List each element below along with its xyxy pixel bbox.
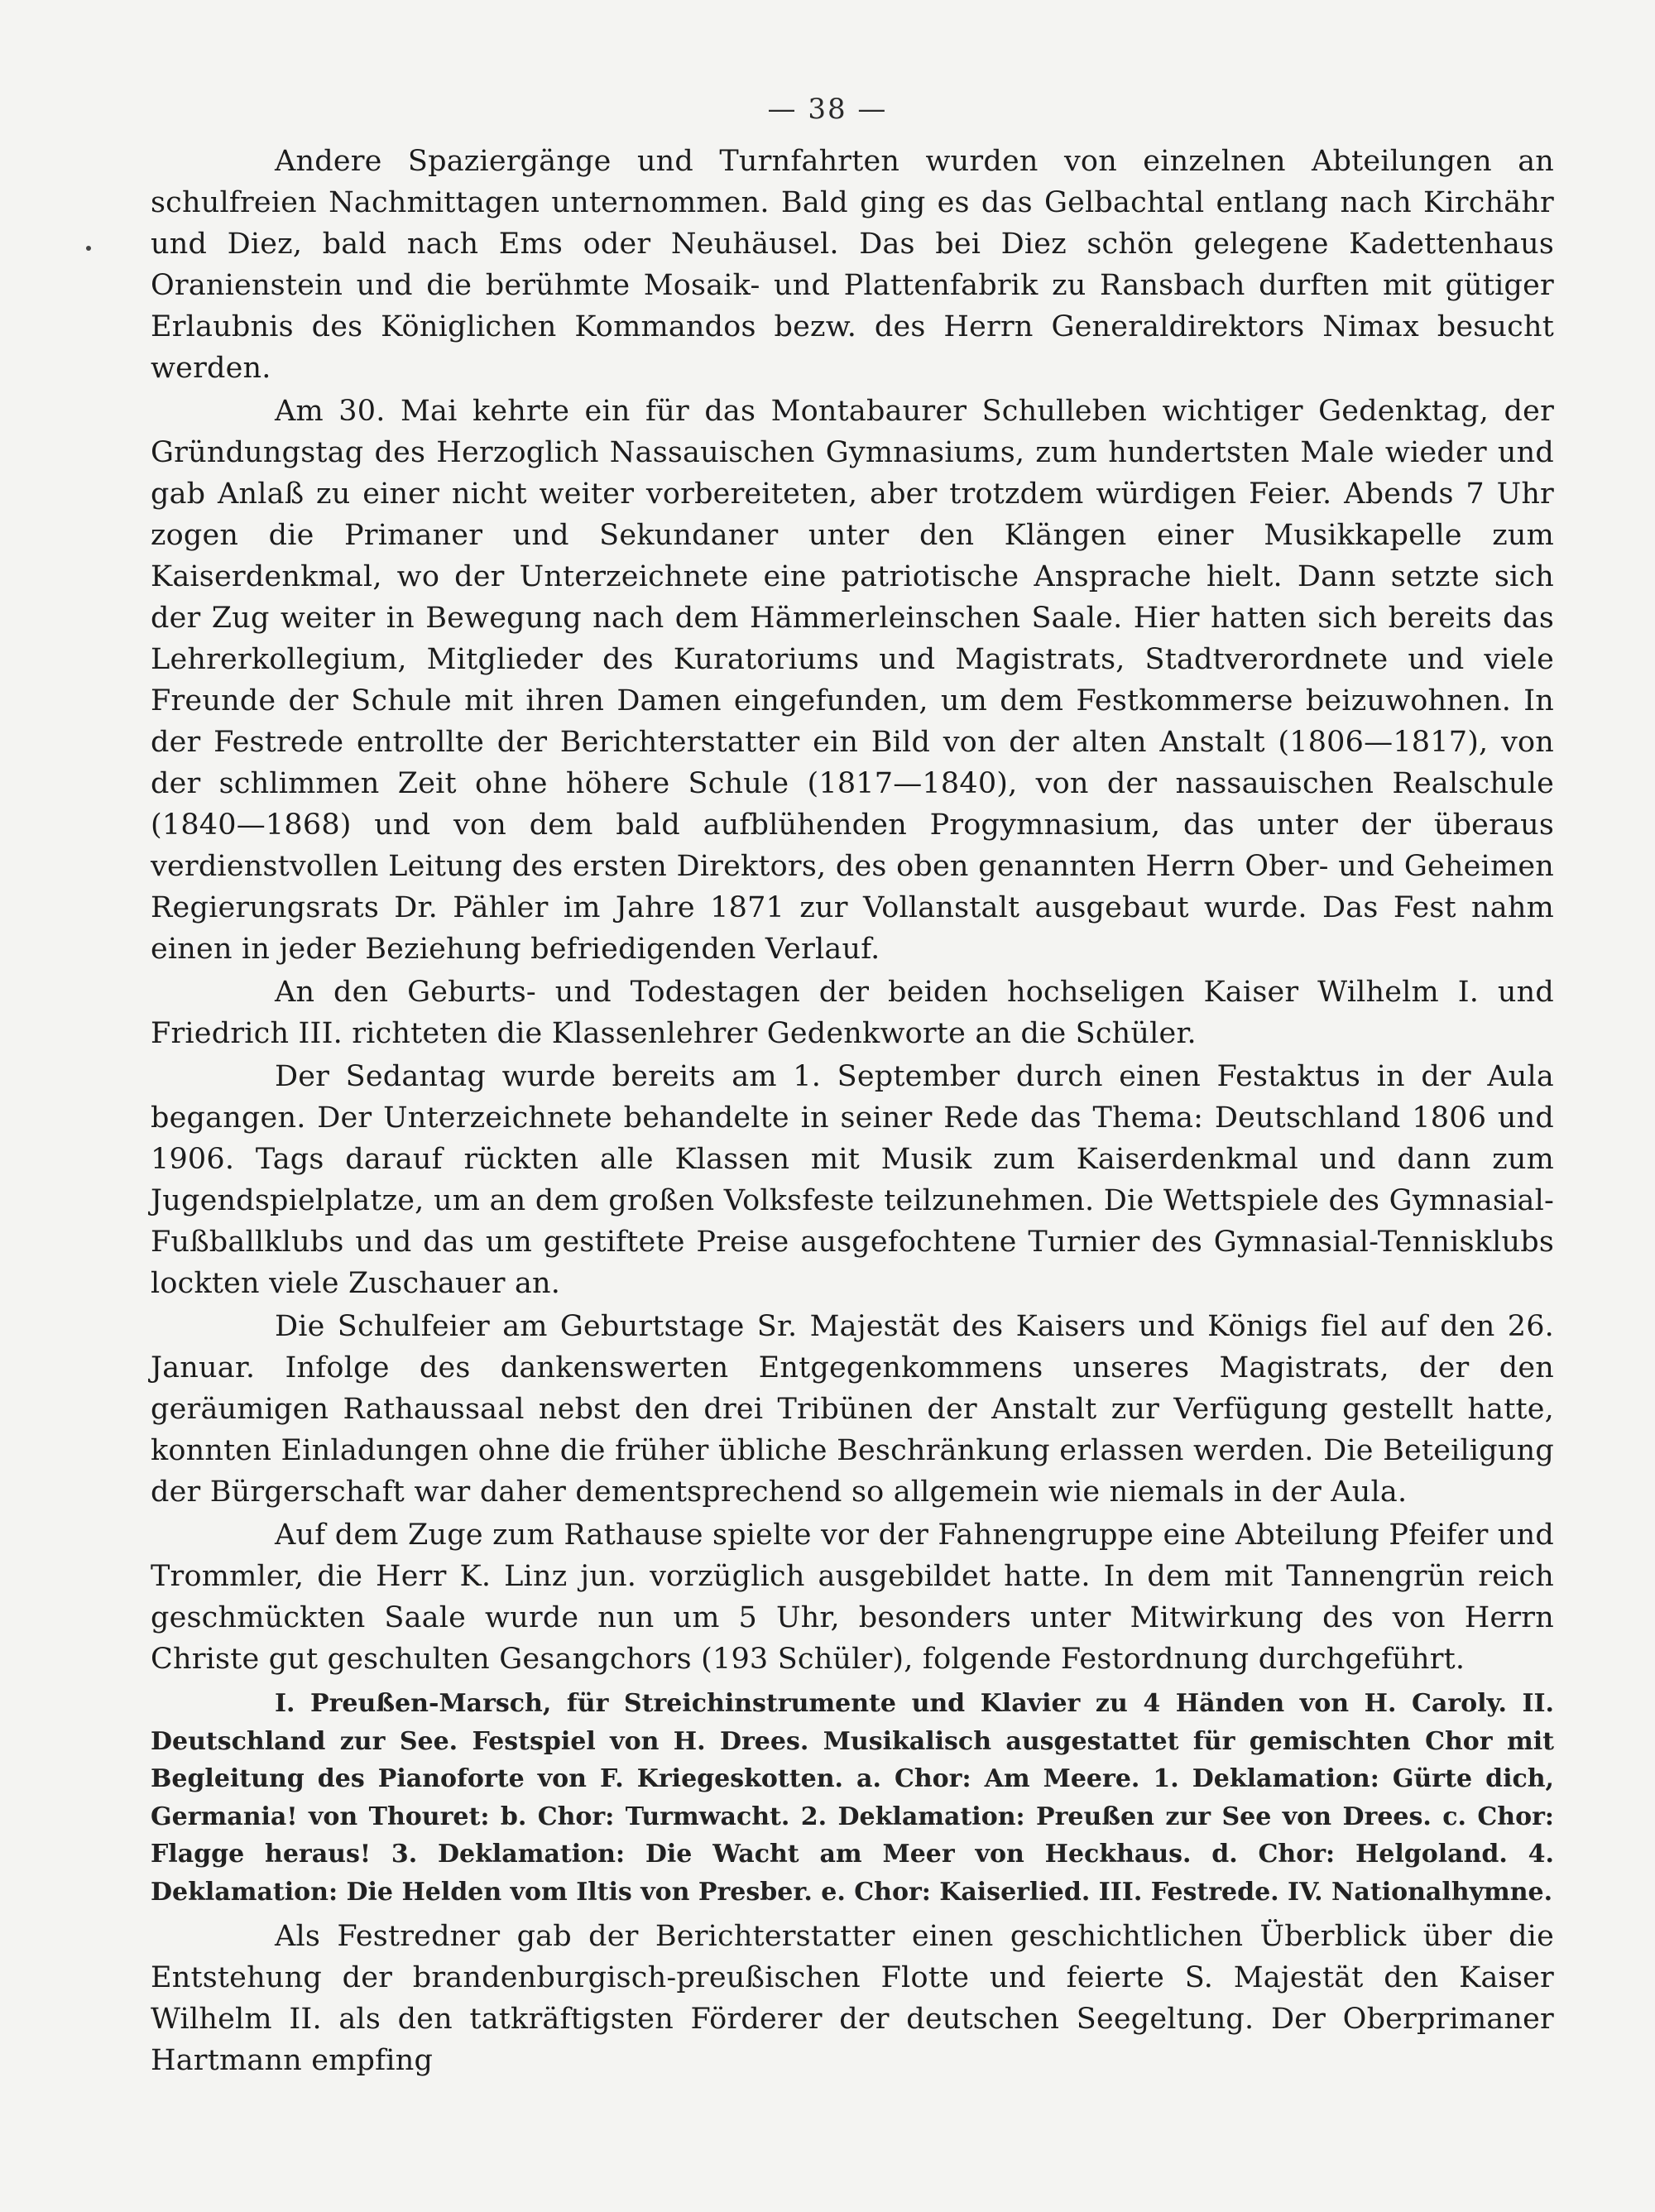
paragraph-kaiser-birthday: Die Schulfeier am Geburtstage Sr. Majestät des Kaisers und Königs fiel auf den 26. Januar. Infolge des dankenswerten Entgegenkommens unseres Magistrats, der den geräumigen Rathaussaal nebst den drei Tribünen der Anstalt zur Verfügung gestellt hatte, konnten Einladungen ohne die früher übliche Beschränkung erlassen werden. Die Beteiligung der Bürgerschaft war daher dementsprechend so allgemein wie niemals in der Aula. [151, 1310, 1554, 1509]
paragraph-sedan-day: Der Sedantag wurde bereits am 1. September durch einen Festaktus in der Aula begangen. Der Unterzeichnete behandelte in seiner Rede das Thema: Deutschland 1806 und 1906. Tags darauf rückten alle Klassen mit Musik zum Kaiserdenkmal und dann zum Jugendspielplatze, um an dem großen Volksfeste teilzunehmen. Die Wettspiele des Gymnasial-Fußballklubs und das um gestiftete Preise ausgefochtene Turnier des Gymnasial-Tennisklubs lockten viele Zuschauer an. [151, 1060, 1554, 1300]
margin-mark [86, 246, 91, 251]
paragraph-emperors: An den Geburts- und Todestagen der beiden hochseligen Kaiser Wilhelm I. und Friedrich III. richteten die Klassenlehrer Gedenkworte an die Schüler. [151, 976, 1554, 1050]
paragraph-excursions: Andere Spaziergänge und Turnfahrten wurden von einzelnen Abteilungen an schulfreien Nachmittagen unternommen. Bald ging es das Gelbachtal entlang nach Kirchähr und Diez, bald nach Ems oder Neuhäusel. Das bei Diez schön gelegene Kadettenhaus Oranienstein und die berühmte Mosaik- und Plattenfabrik zu Ransbach durften mit gütiger Erlaubnis des Königlichen Kommandos bezw. des Herrn Generaldirektors Nimax besucht werden. [151, 145, 1554, 385]
festival-program: I. Preußen-Marsch, für Streichinstrumente und Klavier zu 4 Händen von H. Caroly. II. Deutschland zur See. Festspiel von H. Drees. Musikalisch ausgestattet für gemischten Chor mit Begleitung des Pianoforte von F. Kriegeskotten. a. Chor: Am Meere. 1. Deklamation: Gürte dich, Germania! von Thouret: b. Chor: Turmwacht. 2. Deklamation: Preußen zur See von Drees. c. Chor: Flagge heraus! 3. Deklamation: Die Wacht am Meer von Heckhaus. d. Chor: Helgoland. 4. Deklamation: Die Helden vom Iltis von Presber. e. Chor: Kaiserlied. III. Festrede. IV. Nationalhymne. [151, 1689, 1554, 1907]
paragraph-founding-day: Am 30. Mai kehrte ein für das Montabaurer Schulleben wichtiger Gedenktag, der Gründungstag des Herzoglich Nassauischen Gymnasiums, zum hundertsten Male wieder und gab Anlaß zu einer nicht weiter vorbereiteten, aber trotzdem würdigen Feier. Abends 7 Uhr zogen die Primaner und Sekundaner unter den Klängen einer Musikkapelle zum Kaiserdenkmal, wo der Unterzeichnete eine patriotische Ansprache hielt. Dann setzte sich der Zug weiter in Bewegung nach dem Hämmerleinschen Saale. Hier hatten sich bereits das Lehrerkollegium, Mitglieder des Kuratoriums und Magistrats, Stadtverordnete und viele Freunde der Schule mit ihren Damen eingefunden, um dem Festkommerse beizuwohnen. In der Festrede entrollte der Berichterstatter ein Bild von der alten Anstalt (1806—1817), von der schlimmen Zeit ohne höhere Schule (1817—1840), von der nassauischen Realschule (1840—1868) und von dem bald aufblühenden Progymnasium, das unter der überaus verdienstvollen Leitung des ersten Direktors, des oben genannten Herrn Ober- und Geheimen Regierungsrats Dr. Pähler im Jahre 1871 zur Vollanstalt ausgebaut wurde. Das Fest nahm einen in jeder Beziehung befriedigenden Verlauf. [151, 395, 1554, 966]
page-number: — 38 — [767, 93, 888, 126]
paragraph-festrede: Als Festredner gab der Berichterstatter einen geschichtlichen Überblick über die Entstehung der brandenburgisch-preußischen Flotte und feierte S. Majestät den Kaiser Wilhelm II. als den tatkräftigsten Förderer der deutschen Seegeltung. Der Oberprimaner Hartmann empfing [151, 1920, 1554, 2077]
body-text [151, 141, 1554, 2083]
paragraph-procession: Auf dem Zuge zum Rathause spielte vor der Fahnengruppe eine Abteilung Pfeifer und Trommler, die Herr K. Linz jun. vorzüglich ausgebildet hatte. In dem mit Tannengrün reich geschmückten Saale wurde nun um 5 Uhr, besonders unter Mitwirkung des von Herrn Christe gut geschulten Gesangchors (193 Schüler), folgende Festordnung durchgeführt. [151, 1519, 1554, 1676]
